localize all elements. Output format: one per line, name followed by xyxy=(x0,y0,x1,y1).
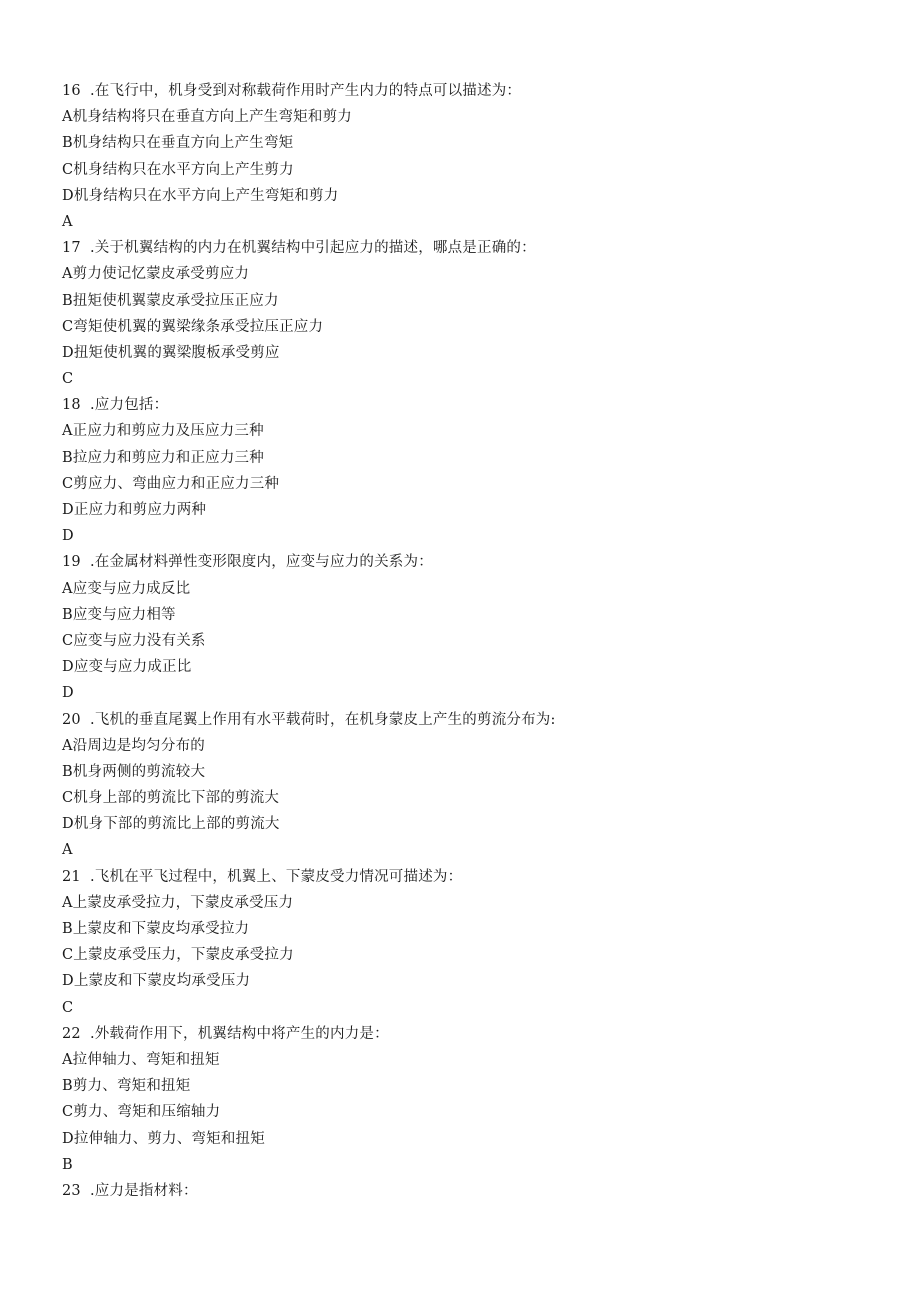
question-block xyxy=(62,549,882,706)
answer-option: A正应力和剪应力及压应力三种 xyxy=(62,423,264,440)
answer-option: B扭矩使机翼蒙皮承受拉压正应力 xyxy=(62,292,279,309)
answer-option: D扭矩使机翼的翼梁腹板承受剪应 xyxy=(62,344,280,361)
correct-answer: D xyxy=(62,685,74,702)
answer-option: D正应力和剪应力两种 xyxy=(62,502,207,518)
answer-option: B剪力、弯矩和扭矩 xyxy=(62,1078,191,1095)
answer-option: C剪力、弯矩和压缩轴力 xyxy=(62,1104,221,1121)
question-text: .应力是指材料： xyxy=(90,1182,198,1199)
answer-option: A应变与应力成反比 xyxy=(62,580,191,597)
question-block xyxy=(62,1021,882,1178)
answer-option: A拉伸轴力、弯矩和扭矩 xyxy=(62,1051,220,1068)
question-stem xyxy=(62,78,882,104)
correct-answer: B xyxy=(62,1156,73,1173)
question-number: 19 xyxy=(62,554,81,571)
question-stem xyxy=(62,864,882,890)
question-text: .在金属材料弹性变形限度内，应变与应力的关系为： xyxy=(90,554,433,571)
correct-answer: A xyxy=(62,213,73,230)
answer-option: D上蒙皮和下蒙皮均承受压力 xyxy=(62,973,251,990)
answer-option: A机身结构将只在垂直方向上产生弯矩和剪力 xyxy=(62,109,352,126)
correct-answer: A xyxy=(62,842,73,859)
answer-option: B机身两侧的剪流较大 xyxy=(62,763,206,780)
answer-option: A剪力使记忆蒙皮承受剪应力 xyxy=(62,266,250,283)
question-text: .应力包括： xyxy=(90,397,169,414)
question-block xyxy=(62,78,882,235)
answer-option: D拉伸轴力、剪力、弯矩和扭矩 xyxy=(62,1130,265,1147)
answer-option: B上蒙皮和下蒙皮均承受拉力 xyxy=(62,921,250,937)
answer-option: C弯矩使机翼的翼梁缘条承受拉压正应力 xyxy=(62,318,324,335)
answer-option: D机身结构只在水平方向上产生弯矩和剪力 xyxy=(62,187,339,204)
question-block xyxy=(62,235,882,392)
question-stem xyxy=(62,235,882,261)
question-stem xyxy=(62,1178,882,1204)
answer-option: A上蒙皮承受拉力，下蒙皮承受压力 xyxy=(62,894,294,911)
question-block xyxy=(62,1178,882,1204)
question-number: 21 xyxy=(62,868,81,885)
question-text: .飞机的垂直尾翼上作用有水平载荷时，在机身蒙皮上产生的剪流分布为: xyxy=(90,711,556,728)
question-text: .飞机在平飞过程中，机翼上、下蒙皮受力情况可描述为： xyxy=(90,868,463,885)
answer-option: B拉应力和剪应力和正应力三种 xyxy=(62,449,264,466)
question-number: 16 xyxy=(62,83,81,99)
question-number: 23 xyxy=(62,1182,81,1199)
correct-answer: C xyxy=(62,371,74,388)
question-stem xyxy=(62,1021,882,1047)
question-block xyxy=(62,707,882,864)
answer-option: A沿周边是均匀分布的 xyxy=(62,737,205,754)
document-page xyxy=(62,78,882,1204)
question-number: 18 xyxy=(62,397,81,414)
answer-option: B应变与应力相等 xyxy=(62,606,176,623)
answer-option: D应变与应力成正比 xyxy=(62,659,192,676)
answer-option: D机身下部的剪流比上部的剪流大 xyxy=(62,816,280,833)
correct-answer: D xyxy=(62,528,74,545)
answer-option: C剪应力、弯曲应力和正应力三种 xyxy=(62,475,280,492)
question-block xyxy=(62,392,882,549)
question-number: 20 xyxy=(62,711,81,728)
answer-option: C机身结构只在水平方向上产生剪力 xyxy=(62,161,294,178)
question-stem xyxy=(62,707,882,733)
question-number: 17 xyxy=(62,240,81,257)
question-stem xyxy=(62,392,882,418)
answer-option: C机身上部的剪流比下部的剪流大 xyxy=(62,790,280,807)
question-block xyxy=(62,864,882,1021)
question-number: 22 xyxy=(62,1025,81,1042)
question-text: .在飞行中，机身受到对称载荷作用时产生内力的特点可以描述为： xyxy=(90,83,522,99)
answer-option: B机身结构只在垂直方向上产生弯矩 xyxy=(62,135,294,152)
answer-option: C上蒙皮承受压力，下蒙皮承受拉力 xyxy=(62,947,294,964)
question-text: .关于机翼结构的内力在机翼结构中引起应力的描述，哪点是正确的： xyxy=(90,240,536,257)
question-text: .外载荷作用下，机翼结构中将产生的内力是： xyxy=(90,1025,389,1042)
correct-answer: C xyxy=(62,999,74,1016)
question-stem xyxy=(62,549,882,575)
answer-option: C应变与应力没有关系 xyxy=(62,632,206,649)
